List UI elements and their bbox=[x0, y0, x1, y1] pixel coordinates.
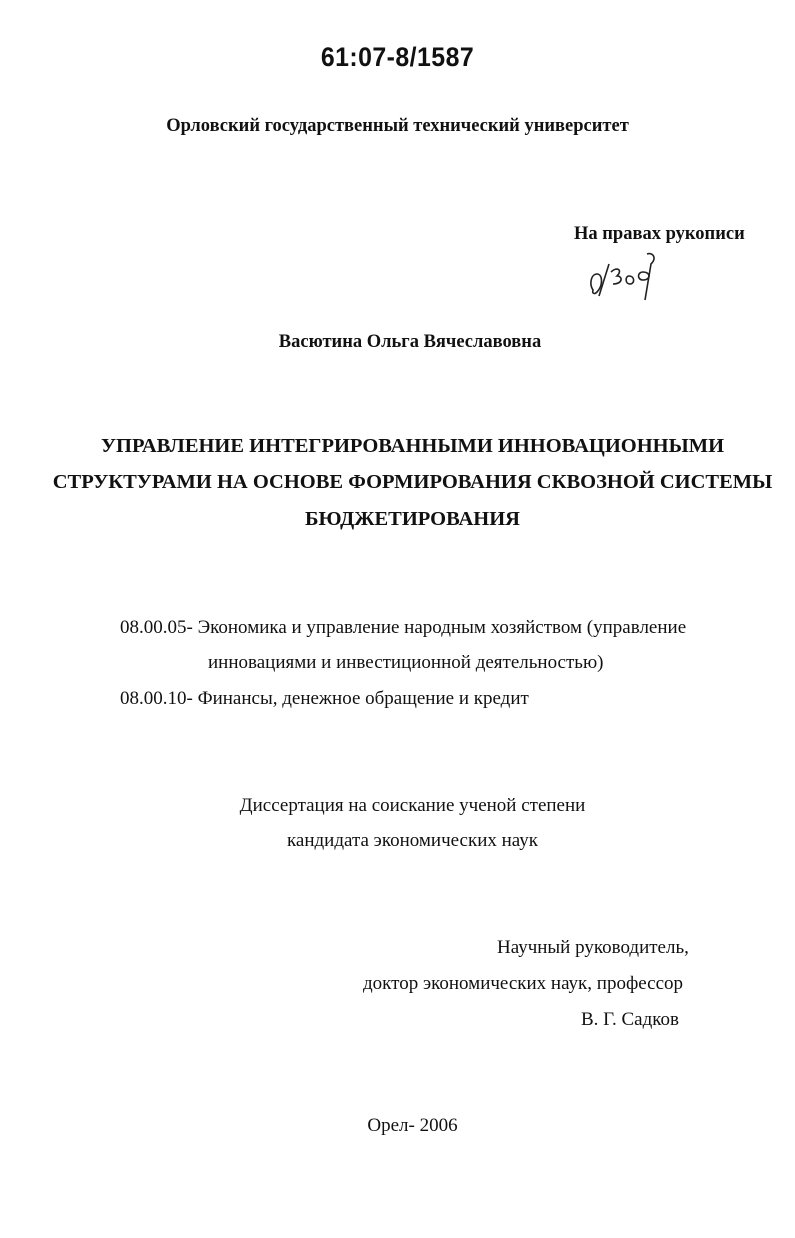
specialty-2: 08.00.10- Финансы, денежное обращение и кредит bbox=[120, 688, 529, 709]
supervisor-role: Научный руководитель, bbox=[497, 937, 689, 958]
degree-line-2: кандидата экономических наук bbox=[286, 830, 539, 851]
dissertation-title-line-2: СТРУКТУРАМИ НА ОСНОВЕ ФОРМИРОВАНИЯ СКВОЗНОЙ СИСТЕМЫ bbox=[52, 471, 773, 493]
supervisor-credentials: доктор экономических наук, профессор bbox=[363, 973, 684, 994]
specialty-1-line-1: 08.00.05- Экономика и управление народным хозяйством (управление bbox=[120, 617, 687, 638]
handwritten-signature bbox=[585, 250, 670, 305]
dissertation-title-line-1: УПРАВЛЕНИЕ ИНТЕГРИРОВАННЫМИ ИННОВАЦИОННЫМИ bbox=[100, 435, 725, 457]
author-name: Васютина Ольга Вячеславовна bbox=[278, 332, 542, 352]
supervisor-name: В. Г. Садков bbox=[581, 1009, 680, 1030]
degree-line-1: Диссертация на соискание ученой степени bbox=[239, 795, 586, 816]
specialty-1-line-2: инновациями и инвестиционной деятельностью) bbox=[208, 652, 604, 673]
catalog-number: 61:07-8/1587 bbox=[320, 42, 475, 72]
university-name: Орловский государственный технический университет bbox=[166, 116, 629, 136]
dissertation-title-line-3: БЮДЖЕТИРОВАНИЯ bbox=[305, 508, 520, 530]
city-year: Орел- 2006 bbox=[367, 1115, 458, 1136]
manuscript-rights-note: На правах рукописи bbox=[574, 224, 745, 244]
